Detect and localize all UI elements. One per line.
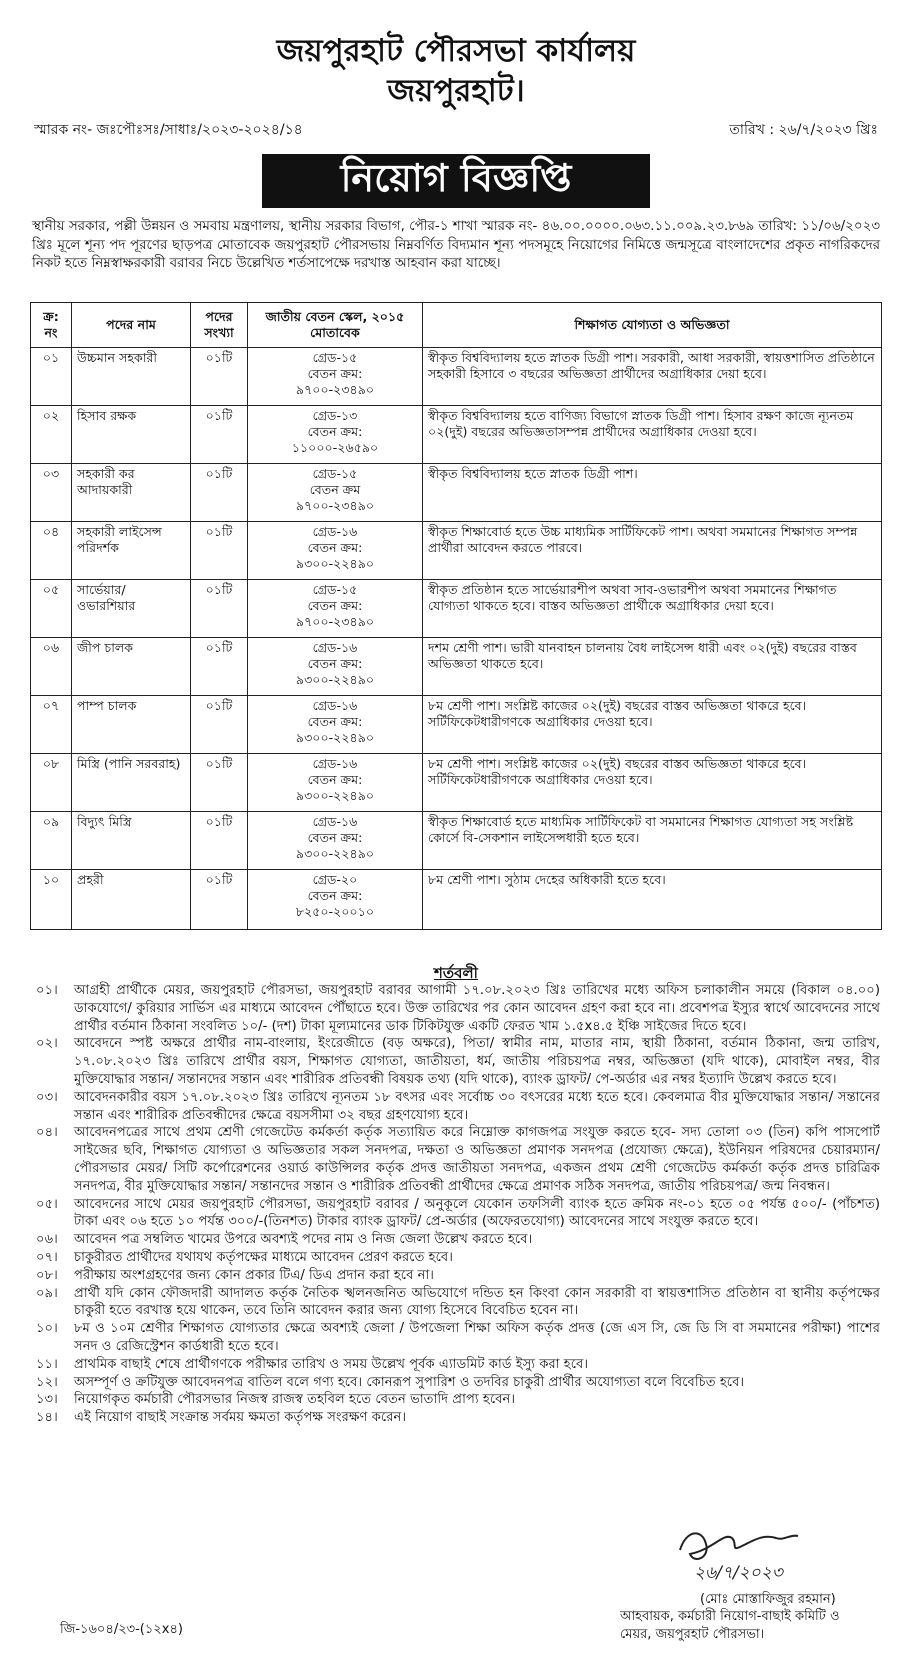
- qualification-cell: স্বীকৃত বিশ্ববিদ্যালয় হতে স্নাতক ডিগ্রী পাশ। সরকারী, আধা সরকারী, স্বায়ত্তশাসিত প্রতিষ্ঠানে সহকারী হিসাবে ৩ বছরের অভিজ্ঞতা প্রার্থীদের অগ্রাধিকার দেয়া হবে।: [423, 348, 882, 406]
- condition-item: [36, 1196, 880, 1232]
- condition-text: অসম্পূর্ণ ও ক্রটিযুক্ত আবেদনপত্র বাতিল বলে গণ্য হবে। কোনরূপ সুপারিশ ও তদবির চাকুরী প্রার্থীর অযোগ্যতা বলে বিবেচিত হবে।: [74, 1374, 745, 1390]
- condition-number: ০৬।: [36, 1232, 58, 1248]
- pay-scale-cell: গ্রেড-১৬ বেতন ক্রম: ৯৩০০-২২৪৯০: [248, 754, 423, 812]
- qualification-cell: দশম শ্রেণী পাশ। ভারী যানবাহন চালনায় বৈধ লাইসেন্স ধারী এবং ০২(দুই) বছরের বাস্তব অভিজ্ঞতা থাকতে হবে।: [423, 638, 882, 696]
- serial-cell: ০১: [31, 348, 72, 406]
- condition-item: [36, 1267, 880, 1285]
- office-title: জয়পুরহাট পৌরসভা কার্যালয়: [276, 33, 636, 69]
- qualification-cell: স্বীকৃত বিশ্ববিদ্যালয় হতে বাণিজ্য বিভাগে স্নাতক ডিগ্রী পাশ। হিসাব রক্ষণ কাজে ন্যূনতম ০২(দুই) বছরের অভিজ্ঞতাসম্পন্ন প্রার্থীদের অগ্রাধিকার দেওয়া হবে।: [423, 406, 882, 464]
- condition-number: ০৮।: [36, 1267, 58, 1283]
- table-row: [31, 870, 882, 930]
- condition-text: আবেদনে স্পষ্ট অক্ষরে প্রার্থীর নাম-বাংলায়, ইংরেজীতে (বড় অক্ষরে), পিতা/ স্বামীর নাম, মাতার নাম, স্থায়ী ঠিকানা, বর্তমান ঠিকানা, জন্ম তারিখ, ১৭.০৮.২০২৩ খ্রিঃ তারিখে প্রার্থীর বয়স, শিক্ষাগত যোগ্যতা, জাতীয়তা, ধর্ম, জাতীয় পরিচয়পত্র নম্বর, অভিজ্ঞতা (যদি থাকে), মোবাইল নম্বর, বীর মুক্তিযোদ্ধার সন্তান/ সন্তানদের সন্তান এবং শারীরিক প্রতিবন্ধী বিষয়ক তথ্য (যদি থাকে), ব্যাংক ড্রাফট/ পে-অর্ডার এর নম্বর ইত্যাদি উল্লেখ করতে হবে।: [74, 1036, 880, 1087]
- condition-item: [36, 1231, 880, 1249]
- condition-text: আবেদনের সাথে মেয়র জয়পুরহাট পৌরসভা, জয়পুরহাট বরাবর / অনুকূলে যেকোন তফসিলী ব্যাংক হতে ক্রমিক নং-০১ হতে ০৫ পর্যন্ত ৫০০/- (পাঁচশত) টাকা এবং ০৬ হতে ১০ পর্যন্ত ৩০০/-(তিনশত) টাকার ব্যাংক ড্রাফট/ প্রে-অর্ডার (অফেরতযোগ্য) আবেদনের সাথে সংযুক্ত করতে হবে।: [74, 1196, 880, 1230]
- serial-cell: ০৮: [31, 754, 72, 812]
- condition-number: ১৩।: [36, 1392, 58, 1408]
- pay-scale-cell: গ্রেড-১৬ বেতন ক্রম: ৯৩০০-২২৪৯০: [248, 522, 423, 580]
- serial-cell: ০৫: [31, 580, 72, 638]
- condition-number: ০৭।: [36, 1249, 58, 1265]
- col-header-qualification: শিক্ষাগত যোগ্যতা ও অভিজ্ঞতা: [423, 303, 882, 348]
- notice-banner: [262, 154, 650, 208]
- qualification-cell: স্বীকৃত শিক্ষাবোর্ড হতে মাধ্যমিক সার্টিফিকেট বা সমমানের শিক্ষাগত যোগ্যতা সহ সংশ্লিষ্ট কোর্সে বি-সেকশান লাইসেন্সধারী হতে হবে।: [423, 812, 882, 870]
- post-count-cell: ০১টি: [191, 638, 248, 696]
- pay-scale-cell: গ্রেড-১৫ বেতন ক্রম: ৯৭০০-২৩৪৯০: [248, 348, 423, 406]
- post-name-cell: উচ্চমান সহকারী: [72, 348, 191, 406]
- table-row: [31, 348, 882, 406]
- pay-scale-cell: গ্রেড-১৫ বেতন ক্রম: ৯৭০০-২৩৪৯০: [248, 580, 423, 638]
- table-row: [31, 812, 882, 870]
- post-name-cell: সহকারী লাইসেন্স পরিদর্শক: [72, 522, 191, 580]
- vacancy-table: [30, 302, 882, 930]
- signature-image: [672, 1520, 842, 1584]
- condition-text: এই নিয়োগ বাছাই সংক্রান্ত সর্বময় ক্ষমতা কর্তৃপক্ষ সংরক্ষণ করেন।: [74, 1410, 407, 1426]
- post-name-cell: পাম্প চালক: [72, 696, 191, 754]
- condition-number: ০৯।: [36, 1285, 58, 1301]
- post-name-cell: হিসাব রক্ষক: [72, 406, 191, 464]
- serial-cell: ০২: [31, 406, 72, 464]
- condition-text: আবেদনকারীর বয়স ১৭.০৮.২০২৩ খ্রিঃ তারিখে ন্যূনতম ১৮ বৎসর এবং সর্বোচ্চ ৩০ বৎসরের মধ্যে হতে হবে। কেবলমাত্র বীর মুক্তিযোদ্ধার সন্তান/ সন্তানের সন্তান এবং শারীরিক প্রতিবন্ধীদের ক্ষেত্রে বয়সসীমা ৩২ বছর গ্রহণযোগ্য হবে।: [74, 1089, 880, 1123]
- serial-cell: ১০: [31, 870, 72, 930]
- table-header-row: [31, 303, 882, 348]
- condition-item: [36, 1320, 880, 1356]
- post-name-cell: জীপ চালক: [72, 638, 191, 696]
- condition-item: [36, 1391, 880, 1409]
- table-row: [31, 464, 882, 522]
- condition-text: আবেদনপত্রের সাথে প্রথম শ্রেণী গেজেটেড কর্মকর্তা কর্তৃক সত্যায়িত করে নিম্নোক্ত কাগজপত্র সংযুক্ত করতে হবে- সদ্য তোলা ০৩ (তিন) কপি পাসপোর্ট সাইজের ছবি, শিক্ষাগত যোগ্যতা ও অভিজ্ঞতার সকল সনদপত্র, দক্ষতা ও অভিজ্ঞতা প্রমাণক সনদপত্র (প্রযোজ্য ক্ষেত্রে), ইউনিয়ন পরিষদের চেয়ারম্যান/ পৌরসভার মেয়র/ সিটি কর্পোরেশনের ওয়ার্ড কাউন্সিলর কর্তৃক প্রদত্ত জাতীয়তা সনদপত্র, একজন প্রথম শ্রেণী গেজেটেড কর্মকর্তা কর্তৃক প্রদত্ত চারিত্রিক সনদপত্র, বীর মুক্তিযোদ্ধার সন্তান/ সন্তানদের সন্তান ও শারীরিক প্রতিবন্ধী প্রার্থীদের ক্ষেত্রে প্রমাণক সঠিক সনদপত্র, জাতীয় পরিচয়পত্র/ জন্ম নিবন্ধন।: [74, 1125, 880, 1194]
- col-header-scale: জাতীয় বেতন স্কেল, ২০১৫ মোতাবেক: [248, 303, 423, 348]
- table-row: [31, 522, 882, 580]
- condition-number: ০৫।: [36, 1196, 58, 1212]
- signatory-role-line1: আহবায়ক, কর্মচারী নিয়োগ-বাছাই কমিটি ও: [620, 1609, 840, 1624]
- col-header-count: পদের সংখ্যা: [191, 303, 248, 348]
- pay-scale-cell: গ্রেড-১৬ বেতন ক্রম: ৯৩০০-২২৪৯০: [248, 638, 423, 696]
- post-count-cell: ০১টি: [191, 522, 248, 580]
- condition-item: [36, 1409, 880, 1427]
- notice-date: তারিখ : ২৬/৭/২০২৩ খ্রিঃ: [729, 122, 878, 138]
- memo-number: স্মারক নং- জঃপৌঃসঃ/সাধাঃ/২০২৩-২০২৪/১৪: [34, 122, 303, 138]
- banner-title: নিয়োগ বিজ্ঞপ্তি: [340, 156, 572, 200]
- table-row: [31, 638, 882, 696]
- condition-item: [36, 1285, 880, 1321]
- pay-scale-cell: গ্রেড-১৩ বেতন ক্রম: ১১০০০-২৬৫৯০: [248, 406, 423, 464]
- post-count-cell: ০১টি: [191, 348, 248, 406]
- condition-text: নিয়োগকৃত কর্মচারী পৌরসভার নিজস্ব রাজস্ব তহবিল হতে বেতন ভাতাদি প্রাপ্য হবেন।: [74, 1392, 516, 1408]
- condition-text: পরীক্ষায় অংশগ্রহণের জন্য কোন প্রকার টিএ/ ডিএ প্রদান করা হবে না।: [74, 1267, 435, 1283]
- serial-cell: ০৪: [31, 522, 72, 580]
- intro-paragraph: স্থানীয় সরকার, পল্লী উন্নয়ন ও সমবায় মন্ত্রণালয়, স্থানীয় সরকার বিভাগ, পৌর-১ শাখা স্মারক নং- ৪৬.০০.০০০০.০৬৩.১১.০০৯.২৩.৮৬৯ তারিখ: ১১/০৬/২০২৩ খ্রিঃ মূলে শূন্য পদ পূরণের ছাড়পত্র মোতাবেক জয়পুরহাট পৌরসভায় নিম্নবর্ণিত বিদ্যমান শূন্য পদসমূহে নিয়োগের নিমিত্তে জন্মসূত্রে বাংলাদেশের প্রকৃত নাগরিকদের নিকট হতে নিম্নস্বাক্ষরকারী বরাবর নিচে উল্লেখিত শর্তসাপেক্ষে দরখাস্ত আহবান করা যাচ্ছে।: [32, 219, 880, 271]
- conditions-list: [36, 982, 880, 1427]
- condition-number: ১৪।: [36, 1410, 58, 1426]
- condition-item: [36, 1035, 880, 1088]
- qualification-cell: ৮ম শ্রেণী পাশ। সংশ্লিষ্ট কাজের ০২(দুই) বছরের বাস্তব অভিজ্ঞতা থাকরে হবে। সর্টিফিকেটধারীগণকে অগ্রাধিকার দেওয়া হবে।: [423, 696, 882, 754]
- serial-cell: ০৬: [31, 638, 72, 696]
- serial-cell: ০৯: [31, 812, 72, 870]
- conditions-title: শর্তবলী: [434, 964, 478, 982]
- post-count-cell: ০১টি: [191, 696, 248, 754]
- condition-text: প্রাথমিক বাছাই শেষে প্রার্থীগণকে পরীক্ষার তারিখ ও সময় উল্লেখ পূর্বক এ্যাডমিট কার্ড ইস্যু করা হবে।: [74, 1356, 589, 1372]
- post-name-cell: বিদ্যুৎ মিস্ত্রি: [72, 812, 191, 870]
- post-name-cell: প্রহরী: [72, 870, 191, 930]
- signatory-role: [620, 1608, 840, 1644]
- col-header-serial: ক্র: নং: [31, 303, 72, 348]
- condition-text: প্রার্থী যদি কোন ফৌজদারী আদালত কর্তৃক নৈতিক স্খলনজনিত অভিযোগে দন্ডিত হন কিংবা কোন সরকারী বা স্বায়ত্তশাসিত প্রতিষ্ঠান বা স্থানীয় কর্তৃপক্ষের চাকুরী হতে বরখাস্ত হয়ে থাকেন, তবে তিনি আবেদন করার জন্য যোগ্য হিসেবে বিবেচিত হবেন না।: [74, 1285, 880, 1319]
- pay-scale-cell: গ্রেড-১৬ বেতন ক্রম: ৯৩০০-২২৪৯০: [248, 696, 423, 754]
- col-header-post: পদের নাম: [72, 303, 191, 348]
- table-row: [31, 754, 882, 812]
- condition-text: ৮ম ও ১০ম শ্রেণীর শিক্ষাগত যোগ্যতার ক্ষেত্রে অবশ্যই জেলা / উপজেলা শিক্ষা অফিস কর্তৃক প্রদত্ত (জে এস সি, জে ডি সি বা সমমানের পরীক্ষা) পাশের সনদ ও রেজিস্ট্রেশন কার্ডধারী হতে হবে।: [74, 1321, 880, 1354]
- condition-item: [36, 1249, 880, 1267]
- post-count-cell: ০১টি: [191, 580, 248, 638]
- signature-date: ২৬/৭/২০২৩: [694, 1563, 783, 1583]
- condition-number: ০২।: [36, 1036, 58, 1052]
- table-row: [31, 406, 882, 464]
- condition-item: [36, 982, 880, 1035]
- post-count-cell: ০১টি: [191, 406, 248, 464]
- signatory-role-line2: মেয়র, জয়পুরহাট পৌরসভা।: [620, 1627, 765, 1642]
- post-count-cell: ০১টি: [191, 870, 248, 930]
- condition-number: ০৪।: [36, 1125, 58, 1141]
- qualification-cell: স্বীকৃত প্রতিষ্ঠান হতে সার্ভেয়ারশীপ অথবা সাব-ওভারশীপ অথবা সমমানের শিক্ষাগত যোগ্যতা থাকতে হবে। বাস্তব অভিজ্ঞতা প্রার্থীকে অগ্রাধিকার দেয়া হবে।: [423, 580, 882, 638]
- print-code: জি-১৬০৪/২৩-(১২x৪): [60, 1622, 183, 1637]
- office-city: জয়পুরহাট।: [387, 73, 525, 109]
- condition-text: চাকুরীরত প্রার্থীদের যথাযথ কর্তৃপক্ষের মাধ্যমে আবেদন প্রেরণ করতে হবে।: [74, 1249, 453, 1265]
- serial-cell: ০৩: [31, 464, 72, 522]
- post-name-cell: মিস্ত্রি (পানি সরবরাহ): [72, 754, 191, 812]
- pay-scale-cell: গ্রেড-২০ বেতন ক্রম: ৮২৫০-২০০১০: [248, 870, 423, 930]
- pay-scale-cell: গ্রেড-১৬ বেতন ক্রম: ৯৩০০-২২৪৯০: [248, 812, 423, 870]
- post-name-cell: সহকারী কর আদায়কারী: [72, 464, 191, 522]
- qualification-cell: ৮ম শ্রেণী পাশ। সংশ্লিষ্ট কাজের ০২(দুই) বছরের বাস্তব অভিজ্ঞতা থাকরে হবে। সর্টিফিকেটধারীগণকে অগ্রাধিকার দেওয়া হবে।: [423, 754, 882, 812]
- condition-text: আগ্রহী প্রার্থীকে মেয়র, জয়পুরহাট পৌরসভা, জয়পুরহাট বরাবর আগামী ১৭.০৮.২০২৩ খ্রিঃ তারিখের মধ্যে অফিস চলাকালীন সময়ে (বিকাল ০৪.০০) ডাকযোগে/ কুরিয়ার সার্ভিস এর মাধ্যমে আবেদন পৌঁছাতে হবে। উক্ত তারিখের পর কোন আবেদন গ্রহণ করা হবে না। প্রবেশপত্র ইস্যুর স্বার্থে আবেদনের সাথে প্রার্থীর বর্তমান ঠিকানা সংবলিত ১০/- (দশ) টাকা মূল্যমানের ডাক টিকিটযুক্ত একটি ফেরত খাম ১.৫x৪.৫ ইঞ্চি সাইজের দিতে হবে।: [74, 983, 880, 1034]
- condition-number: ০৩।: [36, 1089, 58, 1105]
- post-count-cell: ০১টি: [191, 812, 248, 870]
- condition-item: [36, 1089, 880, 1125]
- post-count-cell: ০১টি: [191, 464, 248, 522]
- pay-scale-cell: গ্রেড-১৫ বেতন ক্রম ৯৭০০-২৩৪৯০: [248, 464, 423, 522]
- condition-item: [36, 1374, 880, 1392]
- condition-number: ১১।: [36, 1356, 58, 1372]
- condition-item: [36, 1356, 880, 1374]
- table-row: [31, 580, 882, 638]
- post-name-cell: সার্ভেয়ার/ ওভারশিয়ার: [72, 580, 191, 638]
- qualification-cell: স্বীকৃত শিক্ষাবোর্ড হতে উচ্চ মাধ্যমিক সার্টিফিকেট পাশ। অথবা সমমানের শিক্ষাগত সম্পন্ন প্রার্থীরা আবেদন করতে পারবে।: [423, 522, 882, 580]
- condition-number: ১২।: [36, 1374, 58, 1390]
- qualification-cell: স্বীকৃত বিশ্ববিদ্যালয় হতে স্নাতক ডিগ্রী পাশ।: [423, 464, 882, 522]
- table-row: [31, 696, 882, 754]
- condition-text: আবেদন পত্র সম্বলিত খামের উপরে অবশ্যই পদের নাম ও নিজ জেলা উল্লেখ করতে হবে।: [74, 1232, 533, 1248]
- condition-item: [36, 1124, 880, 1195]
- condition-number: ১০।: [36, 1321, 58, 1337]
- qualification-cell: ৮ম শ্রেণী পাশ। সুঠাম দেহের অধিকারী হতে হবে।: [423, 870, 882, 930]
- serial-cell: ০৭: [31, 696, 72, 754]
- post-count-cell: ০১টি: [191, 754, 248, 812]
- condition-number: ০১।: [36, 983, 58, 998]
- signatory-name: (মোঃ মোস্তাফিজুর রহমান): [700, 1592, 836, 1607]
